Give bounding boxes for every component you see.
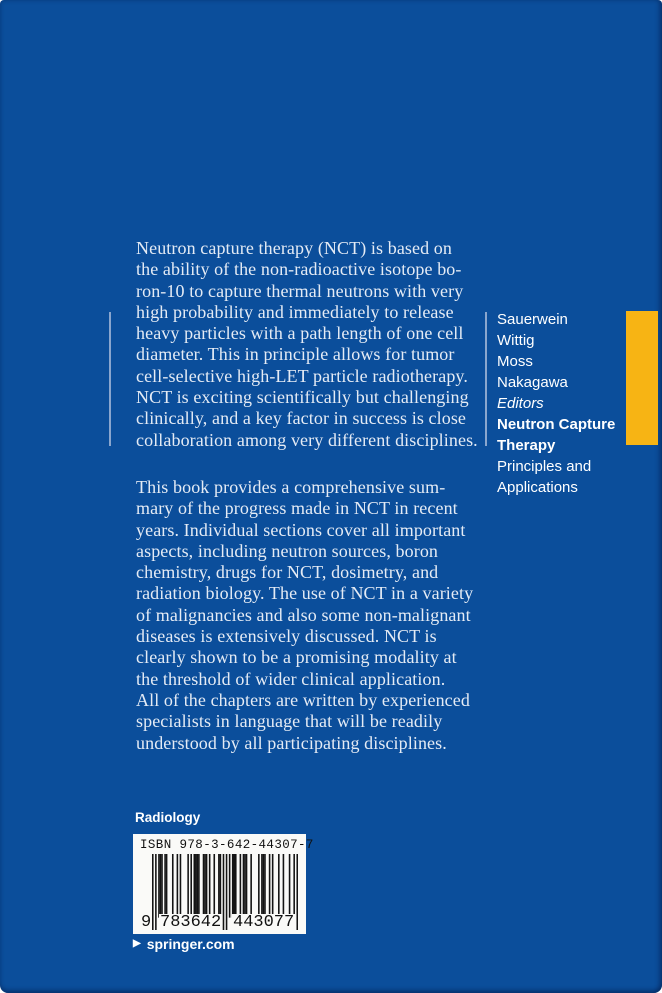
barcode-digits — [140, 913, 298, 931]
blurb-line: years. Individual sections cover all important — [136, 519, 466, 540]
blurb-line: radiation biology. The use of NCT in a variety — [136, 583, 474, 604]
book-subtitle-line: Principles and — [497, 458, 592, 475]
book-subtitle-line: Applications — [497, 479, 578, 496]
blurb-line: understood by all participating disciplines. — [136, 732, 447, 753]
barcode-first-digit: 9 — [141, 913, 152, 932]
website-text: springer.com — [146, 936, 235, 952]
blurb-line: clinically, and a key factor in success is close — [136, 408, 467, 429]
blurb-line: heavy particles with a path length of one cell — [136, 323, 464, 344]
title-block — [497, 309, 657, 498]
blurb-paragraph-1 — [136, 238, 486, 451]
book-subtitle — [497, 456, 657, 498]
blurb-line: the threshold of wider clinical application. — [136, 668, 446, 689]
blurb-line: All of the chapters are written by experienced — [136, 689, 470, 710]
editor-name: Nakagawa — [497, 374, 568, 391]
blurb-line: diameter. This in principle allows for tumor — [136, 344, 455, 365]
isbn-barcode-box — [133, 834, 314, 934]
blurb-line: mary of the progress made in NCT in recent — [136, 498, 458, 519]
barcode-left-group: 783642 — [160, 913, 222, 932]
blurb-line: of malignancies and also some non-malignant — [136, 604, 471, 625]
divider-line-left — [109, 312, 111, 446]
editor-name: Wittig — [497, 332, 535, 349]
blurb-line: Neutron capture therapy (NCT) is based on — [136, 238, 452, 258]
book-title-line: Therapy — [497, 437, 556, 454]
arrow-icon: ▶ — [133, 938, 141, 949]
blurb-line: high probability and immediately to release — [136, 301, 454, 322]
category-label: Radiology — [135, 810, 201, 825]
editor-names — [497, 309, 657, 393]
blurb-line: ron-10 to capture thermal neutrons with very — [136, 280, 464, 301]
barcode-right-group: 443077 — [233, 913, 295, 932]
isbn-number: ISBN 978-3-642-44307-7 — [140, 838, 314, 852]
editor-name: Sauerwein — [497, 311, 568, 328]
blurb-line: aspects, including neutron sources, boron — [136, 540, 439, 561]
barcode — [140, 854, 298, 930]
blurb-line: specialists in language that will be readily — [136, 711, 443, 732]
book-title-line: Neutron Capture — [497, 416, 616, 433]
blurb-line: the ability of the non-radioactive isotope bo- — [136, 259, 462, 280]
blurb-line: NCT is exciting scientifically but challenging — [136, 387, 469, 408]
publisher-website — [133, 936, 235, 952]
blurb-paragraph-2 — [136, 477, 486, 754]
blurb-line: cell-selective high-LET particle radiotherapy. — [136, 365, 468, 386]
editors-label: Editors — [497, 395, 544, 412]
blurb-line: collaboration among very different disciplines. — [136, 429, 478, 450]
blurb-line: diseases is extensively discussed. NCT is — [136, 626, 437, 647]
blurb-line: clearly shown to be a promising modality at — [136, 647, 457, 668]
book-title — [497, 414, 657, 456]
blurb-line: chemistry, drugs for NCT, dosimetry, and — [136, 562, 439, 583]
blurb-line: This book provides a comprehensive sum- — [136, 477, 446, 497]
editor-name: Moss — [497, 353, 533, 370]
